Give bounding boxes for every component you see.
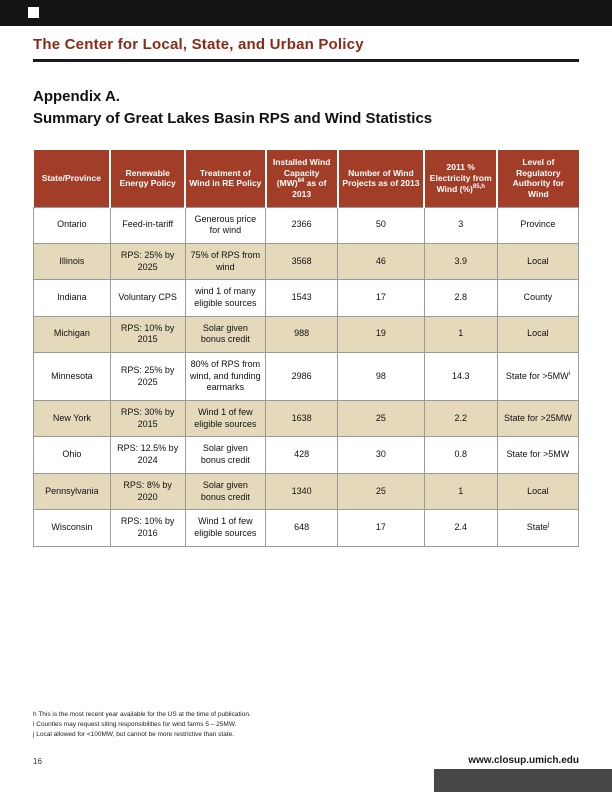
table-header-cell: Number of Wind Projects as of 2013 — [338, 150, 425, 207]
table-cell: State$^j$ — [497, 510, 578, 546]
table-row — [34, 510, 579, 546]
table-row — [34, 353, 579, 401]
table-cell: State for $>5MW^i$ — [497, 353, 578, 401]
table-cell: Illinois — [34, 243, 111, 279]
table-cell: 25 — [338, 473, 425, 509]
table-cell: 2.2 — [424, 401, 497, 437]
table-cell: 1 — [424, 473, 497, 509]
appendix-label: Appendix A. — [33, 88, 120, 105]
table-cell: Local — [497, 243, 578, 279]
statistics-table — [33, 150, 579, 547]
table-cell: Local — [497, 316, 578, 352]
table-cell: 2366 — [266, 207, 338, 243]
table-cell: State for >5MW — [497, 437, 578, 473]
table-cell: 17 — [338, 510, 425, 546]
table-row — [34, 437, 579, 473]
table-cell: Pennsylvania — [34, 473, 111, 509]
footnote: i Counties may request siting responsibilities for wind farms 5 – 25MW. — [33, 720, 237, 728]
table-header-cell: Installed Wind Capacity (MW)$^{84}$ as of 2013 — [266, 150, 338, 207]
table-cell: 3 — [424, 207, 497, 243]
table-cell: Province — [497, 207, 578, 243]
table-cell: Local — [497, 473, 578, 509]
table-cell: Wind 1 of few eligible sources — [185, 510, 266, 546]
table-cell: 25 — [338, 401, 425, 437]
table-row — [34, 316, 579, 352]
table-cell: Wisconsin — [34, 510, 111, 546]
table-cell: wind 1 of many eligible sources — [185, 280, 266, 316]
table-cell: Wind 1 of few eligible sources — [185, 401, 266, 437]
table-cell: New York — [34, 401, 111, 437]
corner-block — [434, 769, 612, 792]
table-header-row — [34, 150, 579, 207]
table-row — [34, 473, 579, 509]
table-cell: 3.9 — [424, 243, 497, 279]
table-cell: 14.3 — [424, 353, 497, 401]
table-cell: 1340 — [266, 473, 338, 509]
table-cell: RPS: 25% by 2025 — [110, 243, 185, 279]
table-cell: Feed-in-tariff — [110, 207, 185, 243]
table-cell: 3568 — [266, 243, 338, 279]
table-header-cell: 2011 % Electricity from Wind (%)$^{85,h}$ — [424, 150, 497, 207]
table-cell: RPS: 12.5% by 2024 — [110, 437, 185, 473]
page-title: Summary of Great Lakes Basin RPS and Wind Statistics — [33, 110, 433, 127]
table-header-cell: Level of Regulatory Authority for Wind — [497, 150, 578, 207]
table-cell: 988 — [266, 316, 338, 352]
footer-row — [33, 755, 579, 766]
table-cell: 428 — [266, 437, 338, 473]
table-cell: Generous price for wind — [185, 207, 266, 243]
table-body — [34, 207, 579, 546]
table-cell: Solar given bonus credit — [185, 316, 266, 352]
table-cell: 648 — [266, 510, 338, 546]
table-cell: Michigan — [34, 316, 111, 352]
table-row — [34, 243, 579, 279]
table-cell: 1543 — [266, 280, 338, 316]
table-cell: Ontario — [34, 207, 111, 243]
table-cell: 2.4 — [424, 510, 497, 546]
org-header: The Center for Local, State, and Urban Policy — [33, 36, 579, 62]
table-cell: Solar given bonus credit — [185, 473, 266, 509]
top-bar-mark — [28, 7, 39, 18]
table-cell: 80% of RPS from wind, and funding earmarks — [185, 353, 266, 401]
table-row — [34, 207, 579, 243]
table-cell: Voluntary CPS — [110, 280, 185, 316]
table-cell: Minnesota — [34, 353, 111, 401]
table-header-cell: State/Province — [34, 150, 111, 207]
table-cell: 19 — [338, 316, 425, 352]
table-cell: State for >25MW — [497, 401, 578, 437]
table-cell: Ohio — [34, 437, 111, 473]
table-cell: 0.8 — [424, 437, 497, 473]
footnotes — [33, 710, 433, 740]
table-cell: 1638 — [266, 401, 338, 437]
table-header-cell: Treatment of Wind in RE Policy — [185, 150, 266, 207]
table-cell: RPS: 25% by 2025 — [110, 353, 185, 401]
table-row — [34, 280, 579, 316]
table-cell: 46 — [338, 243, 425, 279]
table-cell: 50 — [338, 207, 425, 243]
table-cell: RPS: 10% by 2016 — [110, 510, 185, 546]
table-cell: RPS: 30% by 2015 — [110, 401, 185, 437]
top-bar — [0, 0, 612, 26]
table-cell: 1 — [424, 316, 497, 352]
table-cell: 98 — [338, 353, 425, 401]
table-cell: 75% of RPS from wind — [185, 243, 266, 279]
table-cell: 30 — [338, 437, 425, 473]
statistics-table-wrap — [33, 150, 579, 547]
page-number: 16 — [33, 757, 42, 766]
table-cell: 17 — [338, 280, 425, 316]
table-row — [34, 401, 579, 437]
footnote: h This is the most recent year available for the US at the time of publication. — [33, 710, 251, 718]
table-cell: RPS: 10% by 2015 — [110, 316, 185, 352]
table-cell: Indiana — [34, 280, 111, 316]
table-cell: 2986 — [266, 353, 338, 401]
table-cell: Solar given bonus credit — [185, 437, 266, 473]
table-cell: County — [497, 280, 578, 316]
table-header-cell: Renewable Energy Policy — [110, 150, 185, 207]
website-link[interactable]: www.closup.umich.edu — [468, 755, 579, 766]
footnote: j Local allowed for <100MW, but cannot be more restrictive than state. — [33, 730, 235, 738]
table-cell: 2.8 — [424, 280, 497, 316]
table-cell: RPS: 8% by 2020 — [110, 473, 185, 509]
